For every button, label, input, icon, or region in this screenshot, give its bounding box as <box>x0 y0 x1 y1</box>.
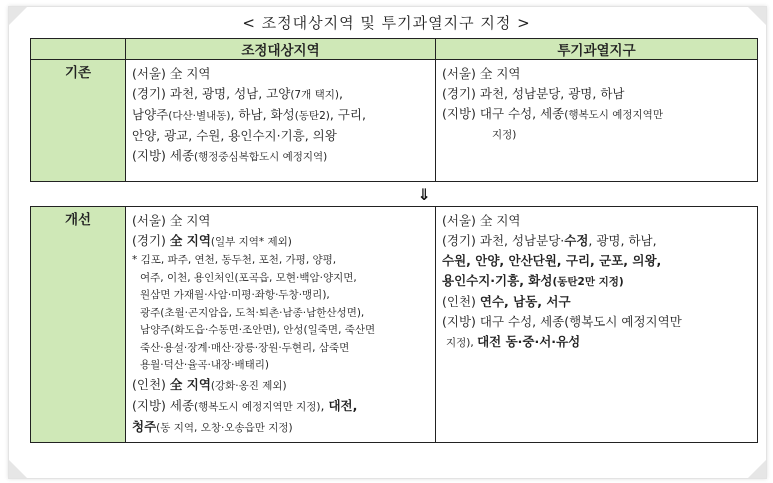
text-line: 지정) <box>492 129 517 141</box>
down-arrow-icon: ⇓ <box>417 184 431 204</box>
text-line: (지방) 대구 수성, 세종(행복도시 예정지역만 <box>442 106 663 121</box>
footnote-line: 원삼면 가재월·사암·미평·좌항·두창·맹리), <box>140 289 330 301</box>
text-line: (서울) 全 지역 <box>442 66 521 81</box>
text-line: 청주(동 지역, 오창·오송읍만 지정) <box>132 418 293 434</box>
text-line: (인천) 全 지역(강화·옹진 제외) <box>132 376 287 392</box>
text-line: 안양, 광교, 수원, 용인수지·기흥, 의왕 <box>132 128 337 143</box>
text-line: 지정), 대전 동·중·서·유성 <box>446 334 581 349</box>
text-line: (경기) 과천, 성남분당, 광명, 하남 <box>442 86 625 101</box>
header-empty <box>31 39 126 60</box>
designation-table <box>30 38 758 443</box>
text-line: (경기) 과천, 광명, 성남, 고양(7개 택지), <box>132 86 343 101</box>
text-line: 수원, 안양, 안산단원, 구리, 군포, 의왕, <box>442 253 662 268</box>
text-line: (인천) 연수, 남동, 서구 <box>442 294 571 309</box>
text-line: (경기) 全 지역(일부 지역* 제외) <box>132 233 292 248</box>
row-label-improved: 개선 <box>31 207 126 443</box>
transition-row <box>31 182 758 207</box>
text-line: 용인수지·기흥, 화성(동탄2만 지정) <box>442 273 624 288</box>
text-line: (지방) 세종(행복도시 예정지역만 지정), 대전, <box>132 397 358 413</box>
page-title: < 조정대상지역 및 투기과열지구 지정 > <box>242 14 531 32</box>
text-line: (서울) 全 지역 <box>132 213 211 228</box>
text-line: (지방) 세종(행정중심복합도시 예정지역) <box>132 148 328 163</box>
header-row <box>31 39 758 60</box>
text-line: (경기) 과천, 성남분당·수정, 광명, 하남, <box>442 233 657 248</box>
existing-spec-cell <box>436 60 758 182</box>
text-line: (서울) 全 지역 <box>442 213 521 228</box>
footnote-line: 용월·덕산·율곡·내장·배태리) <box>140 359 270 371</box>
row-label-existing: 기존 <box>31 60 126 182</box>
footnote-line: 남양주(화도읍·수동면·조안면), 안성(일죽면, 죽산면 <box>140 324 376 336</box>
improved-spec-cell <box>436 207 758 443</box>
footnote-line: 광주(초월·곤지암읍, 도척·퇴촌·남종·남한산성면), <box>140 306 365 319</box>
transition-cell <box>126 182 758 207</box>
footnote-line: 죽산·용설·장계·매산·장릉·장원·두현리, 삼죽면 <box>140 341 350 354</box>
header-adjust-zone: 조정대상지역 <box>126 39 436 60</box>
footnote-line: * 김포, 파주, 연천, 동두천, 포천, 가평, 양평, <box>132 254 337 266</box>
text-line: 남양주(다산·별내동), 하남, 화성(동탄2), 구리, <box>132 107 366 122</box>
text-line: (지방) 대구 수성, 세종(행복도시 예정지역만 <box>442 314 682 329</box>
existing-adjust-cell <box>126 60 436 182</box>
corner-fold <box>9 460 27 478</box>
header-speculation-zone: 투기과열지구 <box>436 39 758 60</box>
footnote-line: 여주, 이천, 용인처인(포곡읍, 모현·백암·양지면, <box>140 271 357 284</box>
corner-fold <box>748 460 766 478</box>
improved-row <box>31 207 758 443</box>
improved-adjust-cell <box>126 207 436 443</box>
text-line: (서울) 全 지역 <box>132 66 211 81</box>
existing-row <box>31 60 758 182</box>
